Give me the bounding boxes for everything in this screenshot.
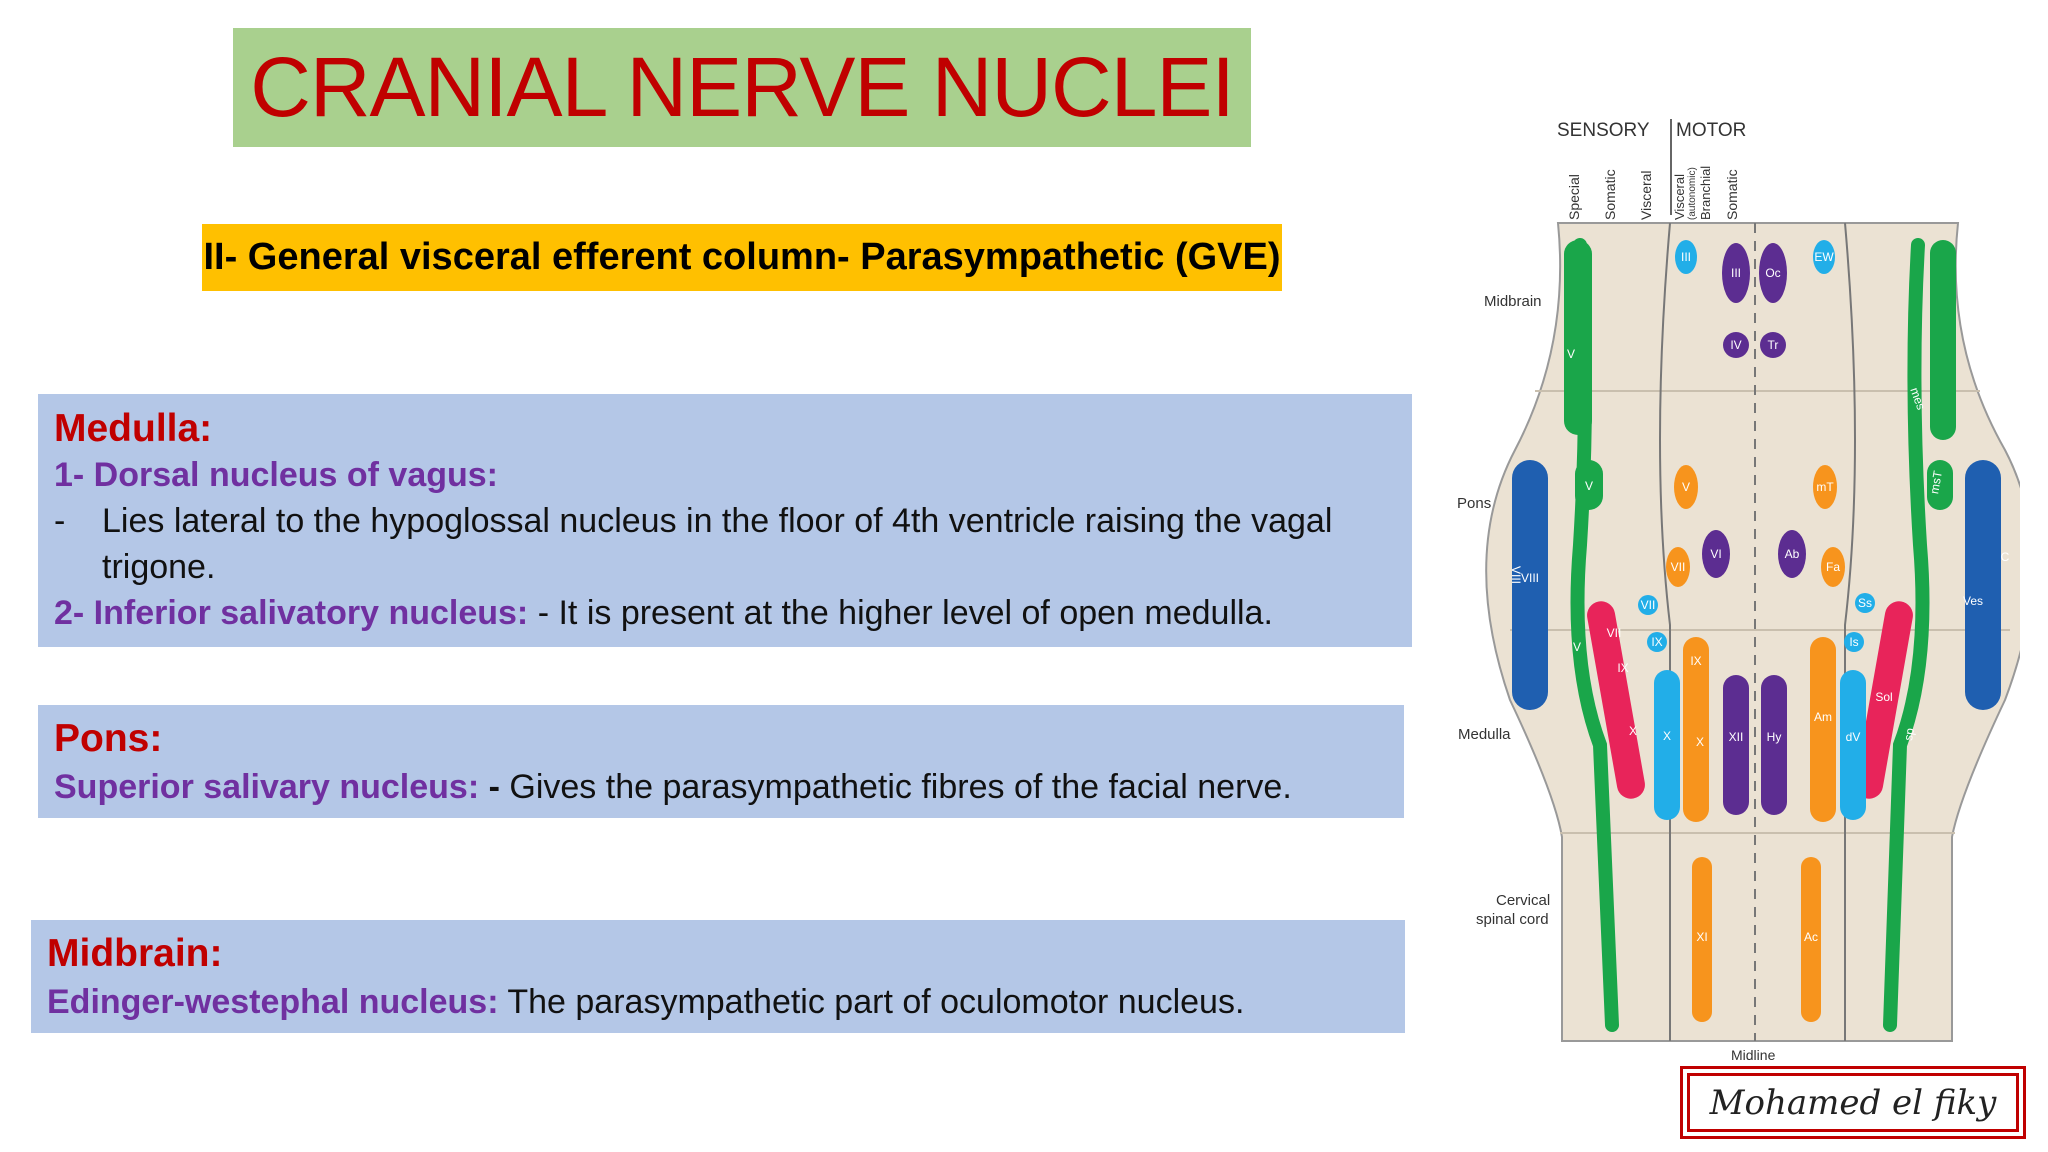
nucleus-label: Sol <box>1875 690 1893 704</box>
cyan-nucleus <box>1654 670 1680 820</box>
nucleus-label: V <box>1681 480 1691 494</box>
blue-nucleus <box>1962 460 2001 710</box>
signature-box <box>1680 1066 2026 1139</box>
nucleus-label: mT <box>1816 480 1834 494</box>
medulla-heading: Medulla: <box>54 407 213 450</box>
nucleus-label: Ac <box>1803 930 1819 944</box>
nucleus-label: XI <box>1696 930 1708 944</box>
inferior-salivatory-title: 2- Inferior salivatory nucleus: <box>54 594 529 632</box>
green-nucleus <box>1564 240 1592 435</box>
nucleus-label: VII <box>1606 626 1622 640</box>
cranial-nuclei-diagram <box>1440 105 2020 1075</box>
nucleus-label: Ss <box>1857 596 1873 610</box>
nucleus-label: XII <box>1728 730 1744 744</box>
nucleus-label: Fa <box>1825 560 1841 574</box>
nucleus-label: dV <box>1845 730 1861 744</box>
edinger-westphal-text: The parasympathetic part of oculomotor nucleus. <box>498 983 1245 1021</box>
nucleus-label: VIII <box>1520 571 1540 585</box>
nucleus-label: Ab <box>1784 547 1800 561</box>
nucleus-label: VII <box>1670 560 1686 574</box>
bullet-dash: - <box>54 502 66 540</box>
purple-nucleus <box>1723 675 1749 815</box>
nucleus-label: Ves <box>1962 594 1984 608</box>
nucleus-label: Hy <box>1766 730 1782 744</box>
midbrain-panel <box>31 920 1405 1033</box>
nucleus-label: X <box>1662 729 1672 743</box>
nucleus-label: VI <box>1710 547 1722 561</box>
level-label: spinal cord <box>1476 911 1549 928</box>
level-label: Cervical <box>1496 892 1551 909</box>
midline-label: Midline <box>1731 1047 1776 1063</box>
column-label: Branchial <box>1698 165 1713 220</box>
nucleus-label: X <box>1628 724 1638 738</box>
nucleus-label: VII <box>1640 598 1656 612</box>
column-label: Visceral <box>1672 173 1687 220</box>
nucleus-label: sp <box>1901 726 1918 742</box>
nucleus-label: EW <box>1814 250 1834 264</box>
edinger-westphal-title: Edinger-westephal nucleus: <box>47 983 499 1021</box>
level-label: Midbrain <box>1484 293 1542 310</box>
nucleus-label: III <box>1730 266 1742 280</box>
orange-nucleus <box>1810 637 1836 822</box>
purple-nucleus <box>1761 675 1787 815</box>
pons-heading: Pons: <box>54 717 163 760</box>
column-label: (autonomic) <box>1687 167 1698 220</box>
nucleus-label: V <box>1572 640 1582 654</box>
superior-salivary-line <box>54 763 1388 811</box>
title-banner <box>233 28 1251 147</box>
nucleus-label: IX <box>1617 661 1629 675</box>
blue-nucleus <box>1512 460 1548 710</box>
dorsal-nucleus-title: 1- Dorsal nucleus of vagus: <box>54 456 498 494</box>
nucleus-label: IV <box>1730 338 1742 352</box>
nucleus-label: V <box>1566 347 1576 361</box>
subtitle-banner <box>202 224 1282 291</box>
page-title: CRANIAL NERVE NUCLEI <box>250 40 1234 134</box>
nucleus-label: mes <box>1907 385 1929 412</box>
column-label: Somatic <box>1724 169 1740 220</box>
edinger-westphal-line <box>47 978 1389 1026</box>
nucleus-label: X <box>1695 735 1705 749</box>
sensory-label: SENSORY <box>1557 120 1650 141</box>
nucleus-label: VIII <box>1509 565 1523 585</box>
level-label: Pons <box>1457 495 1492 512</box>
dorsal-nucleus-bullet <box>54 498 1396 590</box>
nucleus-label: III <box>1680 250 1692 264</box>
nucleus-label: Tr <box>1767 338 1779 352</box>
nucleus-label: C <box>2000 550 2010 564</box>
medulla-panel <box>38 394 1412 647</box>
nucleus-label: IX <box>1651 635 1663 649</box>
column-label: Somatic <box>1602 169 1618 220</box>
nucleus-label: Oc <box>1765 266 1781 280</box>
cyan-nucleus <box>1840 670 1866 820</box>
signature-text: Mohamed el fiky <box>1687 1073 2019 1132</box>
superior-salivary-text: Gives the parasympathetic fibres of the facial nerve. <box>509 768 1292 806</box>
inferior-salivatory-line <box>54 590 1396 636</box>
superior-salivary-sep: - <box>479 768 510 806</box>
dorsal-nucleus-text: Lies lateral to the hypoglossal nucleus in the floor of 4th ventricle raising the vagal trigone. <box>102 502 1333 586</box>
nucleus-label: V <box>1584 479 1594 493</box>
nucleus-label: Is <box>1849 635 1859 649</box>
nucleus-label: msT <box>1927 469 1945 496</box>
superior-salivary-title: Superior salivary nucleus: <box>54 768 480 806</box>
level-label: Medulla <box>1458 726 1511 743</box>
page-subtitle: II- General visceral efferent column- Parasympathetic (GVE) <box>203 236 1281 278</box>
nucleus-label: Am <box>1814 710 1832 724</box>
pons-panel <box>38 705 1404 818</box>
inferior-salivatory-text: - It is present at the higher level of open medulla. <box>528 594 1273 632</box>
column-label: Visceral <box>1638 170 1654 220</box>
green-nucleus <box>1930 240 1956 440</box>
motor-label: MOTOR <box>1676 120 1747 141</box>
midbrain-heading: Midbrain: <box>47 932 223 975</box>
nucleus-label: IX <box>1690 654 1702 668</box>
column-label: Special <box>1566 174 1582 220</box>
